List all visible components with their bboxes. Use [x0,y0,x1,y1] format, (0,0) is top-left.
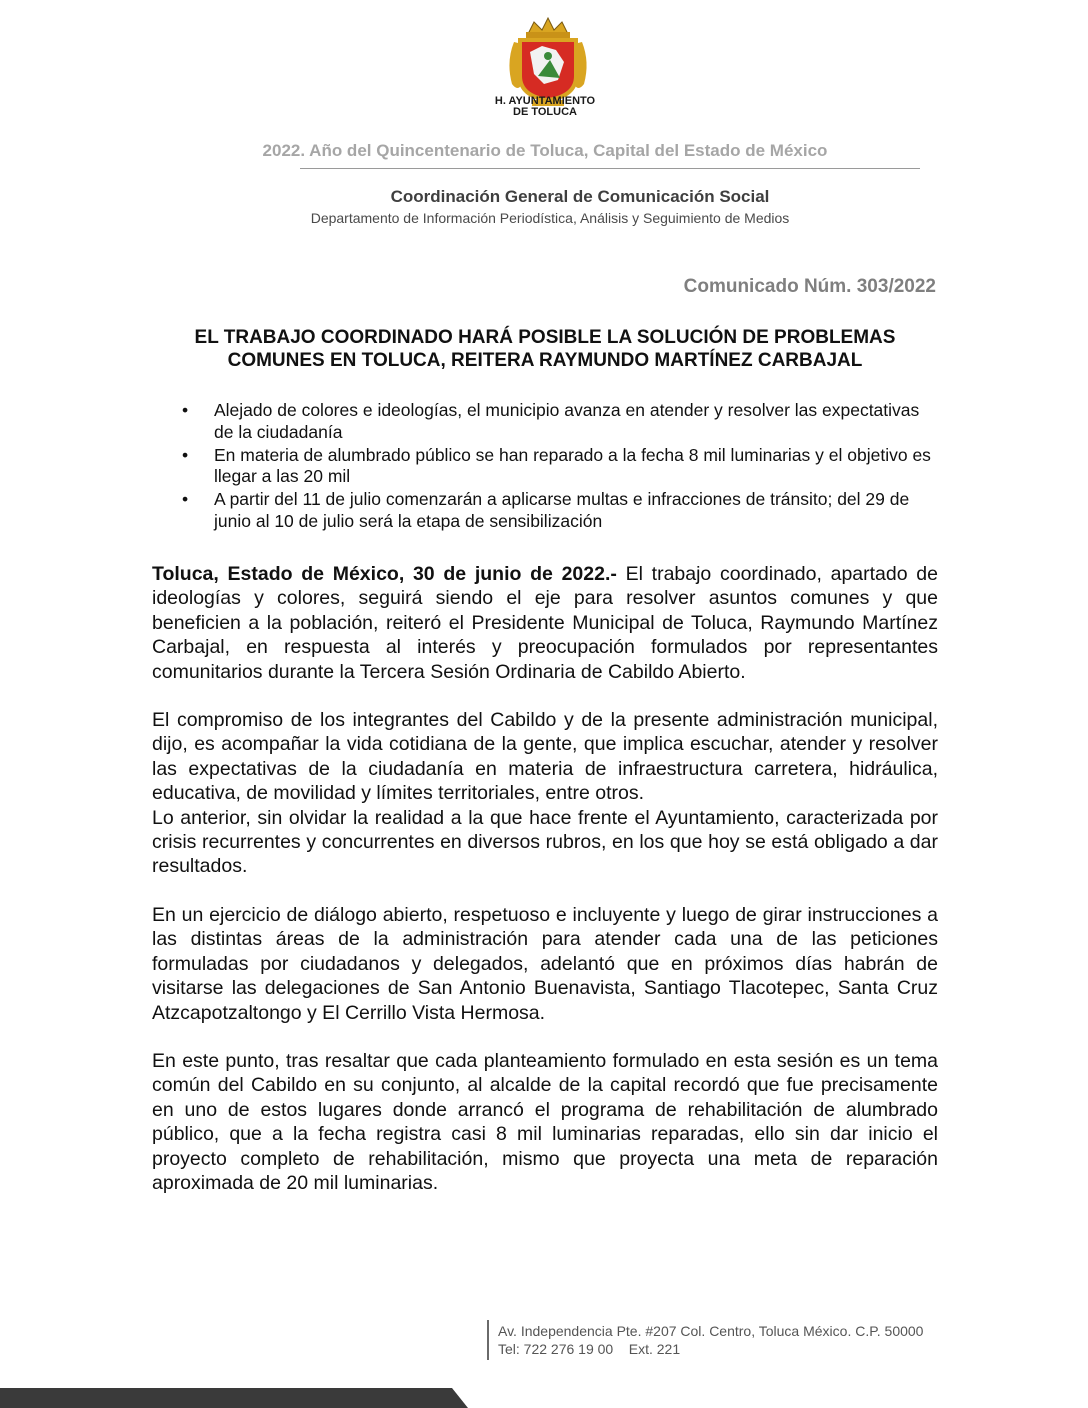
bullet-dot-icon: • [182,489,189,509]
bullet-text: Alejado de colores e ideologías, el municipio avanza en atender y resolver las expectativas de la ciudadanía [214,400,920,442]
address-divider [487,1320,489,1360]
department-subtitle: Departamento de Información Periodística, Análisis y Seguimiento de Medios [310,210,790,226]
footer-address: Av. Independencia Pte. #207 Col. Centro, Toluca México. C.P. 50000 [498,1323,924,1339]
paragraph-3: Lo anterior, sin olvidar la realidad a la que hace frente el Ayuntamiento, caracterizada por crisis recurrentes y concurrentes en diversos rubros, en los que hoy se está obligado a dar resultados. [152,806,938,878]
paragraph-5: En este punto, tras resaltar que cada planteamiento formulado en esta sesión es un tema común del Cabildo en su conjunto, al alcalde de la capital recordó que fue precisamente en uno de estos lugares donde arrancó el programa de rehabilitación de alumbrado público, que a la fecha registra casi 8 mil luminarias reparadas, ello sin dar inicio el proyecto completo de rehabilitación, mismo que proyecta una meta de reparación aproximada de 20 mil luminarias. [152,1049,938,1194]
paragraph-1 [152,562,938,684]
headline: EL TRABAJO COORDINADO HARÁ POSIBLE LA SOLUCIÓN DE PROBLEMAS COMUNES EN TOLUCA, REITERA RAYMUNDO MARTÍNEZ CARBAJAL [194,327,896,371]
year-slogan: 2022. Año del Quincentenario de Toluca, Capital del Estado de México [262,141,828,160]
paragraph-2: El compromiso de los integrantes del Cabildo y de la presente administración municipal, dijo, es acompañar la vida cotidiana de la gente, que implica escuchar, atender y resolver las expectativas de la ciudadanía en materia de infraestructura carretera, hidráulica, educativa, de movilidad y límites territoriales, entre otros. [152,709,938,805]
header-divider [300,168,920,169]
bullet-item [152,445,938,488]
paragraph-1-text: El trabajo coordinado, apartado de ideologías y colores, seguirá siendo el eje para resolver asuntos comunes y que beneficien a la población, reiteró el Presidente Municipal de Toluca, Raymundo Martínez Carbajal, en respuesta al interés y preocupación formulados por representantes comunitarios durante la Tercera Sesión Ordinaria de Cabildo Abierto. [152,563,938,683]
dateline: Toluca, Estado de México, 30 de junio de 2022.- [152,563,617,585]
coordination-title: Coordinación General de Comunicación Social [390,187,770,206]
press-release-number: Comunicado Núm. 303/2022 [683,276,936,297]
bullet-item [152,489,938,532]
footer-address-block [498,1322,923,1358]
summary-bullets [152,400,938,534]
bullet-text: A partir del 11 de julio comenzarán a aplicarse multas e infracciones de tránsito; del 29 de junio al 10 de julio será la etapa de sensibilización [214,489,910,531]
footer-phone: Tel: 722 276 19 00 Ext. 221 [498,1341,681,1357]
footer-decorative-bar [0,1388,1088,1408]
bullet-dot-icon: • [182,400,189,420]
org-name-line2: DE TOLUCA [513,106,577,118]
org-name-line1: H. AYUNTAMIENTO [494,95,596,107]
bullet-dot-icon: • [182,444,189,465]
article-body [152,562,938,1219]
organization-name [460,96,630,118]
bullet-text: En materia de alumbrado público se han reparado a la fecha 8 mil luminarias y el objetivo es llegar a las 20 mil [214,444,931,486]
bullet-item [152,400,938,443]
paragraph-4: En un ejercicio de diálogo abierto, respetuoso e incluyente y luego de girar instrucciones a las distintas áreas de la administración para atender cada una de las peticiones formuladas por ciudadanos y delegados, adelantó que en próximos días habrán de visitarse las delegaciones de San Antonio Buenavista, Santiago Tlacotepec, Santa Cruz Atzcapotzaltongo y El Cerrillo Vista Hermosa. [152,903,938,1024]
